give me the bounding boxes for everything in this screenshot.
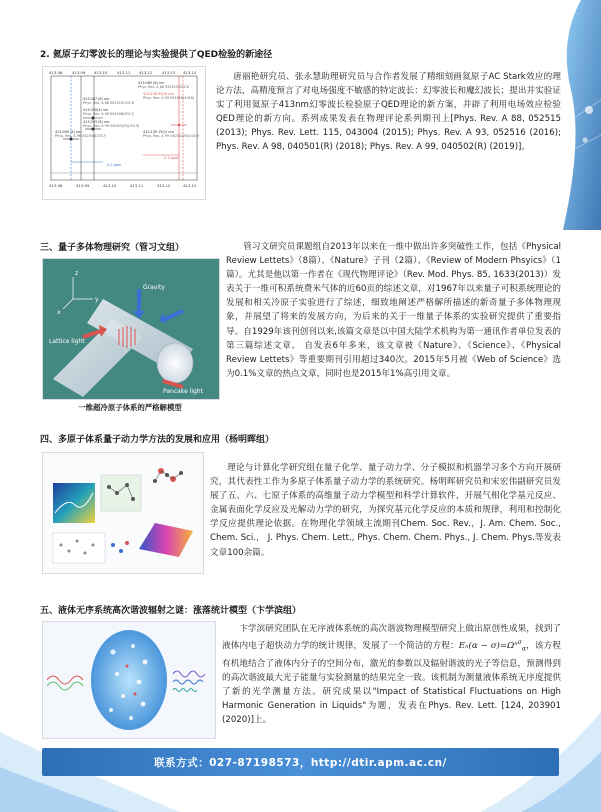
lattice-light-label: Lattice light — [49, 338, 85, 345]
contact-bar: 联系方式：027-87198573，http://dtir.apm.ac.cn/ — [42, 748, 559, 776]
cold-atom-caption: 一维超冷原子体系的严格解模型 — [78, 403, 182, 412]
ppm-label: -0.2 ppm — [106, 163, 122, 167]
x-tick-top: 413.12 — [139, 70, 153, 75]
label: 413.139 19(2) nm — [143, 130, 174, 134]
section-3-title: 三、量子多体物理研究（管习文组） — [40, 243, 185, 253]
label-ref: Phys. Rev. A 96 042508(2017) — [55, 134, 107, 138]
section-5-body-after: ，该方程有机地结合了液体内分子的空间分布，激光的参数以及辐射谐波的光子等信息，预测得到的高次谐波最大光子能量与实验测量的结果完全一致。该机制为测量液体系统无序度提供了新的光学测量方法。研究成果以"Impact of Statistical Fluctuations on High Harmonic Generation in Liquids"为题，发表在Phys. Rev. Lett. [124, 203901 (2020)]上。 — [222, 640, 561, 726]
hhg-liquid-diagram — [43, 622, 215, 738]
axis-x-label: x — [57, 309, 61, 316]
x-tick-bottom: 413.13 — [183, 183, 197, 188]
hhg-formula: Eₙ(α − σ)=Ωⁿ$^\sigma_\alpha$ — [458, 639, 526, 653]
quantum-dynamics-collage — [43, 453, 203, 573]
label-ref: Phys. Rev. A 99 052516(2016) — [143, 96, 195, 100]
x-tick-top: 413.14 — [183, 70, 197, 75]
x-tick-bottom: 413.12 — [157, 183, 171, 188]
label: 413.138 93(9) nm — [143, 92, 174, 96]
section-4-body: 理论与计算化学研究组在量子化学、量子动力学、分子模拟和机器学习多个方向开展研究，其代表性工作为多原子体系量子动力学的系统研究。杨明晖研究员和宋宏伟副研究员发展了五、六、七原子体系的高维量子动力学模型和科学计算软件，开展气相化学基元反应、金属表面化学反应及光解动力学的研究，为探究基元化学反应的本质和规律，利用和控制化学反应提供理论依据。在物理化学领域主流期刊Chem. Soc. Rev.，J. Am. Chem. Soc., Chem. Sci.， J. Phys. Chem. Lett., Phys. Chem. Chem. Phys., J. Chem. Phys.等发表文章100余篇。 — [210, 463, 561, 558]
x-tick-top: 413.11 — [117, 70, 131, 75]
axis-z-label: z — [75, 270, 79, 277]
helium-wavelength-plot — [43, 67, 205, 199]
section-4-title: 四、多原子体系量子动力学方法的发展和应用（杨明晖组） — [40, 435, 275, 445]
hhg-liquid-figure — [42, 621, 216, 739]
section-5-body-before: 卞学滨研究团队在无序液体系统的高次谐波物理模型研究上做出原创性成果，找到了液体内电子超快动力学的统计规律，发展了一个简洁的方程： — [222, 624, 561, 651]
x-tick-bottom: 413.09 — [76, 183, 90, 188]
axis-y-label: y — [95, 296, 99, 303]
quantum-dynamics-figure — [42, 452, 204, 574]
label-ref: Phys. Rev. A 99 040502(R)(2019) — [83, 124, 140, 128]
x-tick-bottom: 413.11 — [130, 183, 144, 188]
label: 413.080 (8) nm — [138, 81, 165, 85]
section-5-title: 五、液体无序系统高次谐波辐射之谜：涨落统计模型（卞学滨组） — [40, 606, 302, 616]
label-ref: Phys. Rev. A 99 040502(R)(2019) — [143, 134, 200, 138]
x-tick-top: 413.13 — [162, 70, 176, 75]
label-ref: Phys. Rev. A 88 052515(2013) — [138, 85, 190, 89]
label: 413.093 (8) nm — [83, 120, 110, 124]
ppm-label: -2.3 ppm — [163, 156, 179, 160]
x-tick-bottom: 413.10 — [103, 183, 117, 188]
section-2-title: 2. 氦原子幻零波长的理论与实验提供了QED检验的新途径 — [40, 50, 273, 60]
label-ref: Phys. Rev. A 88 052515(2013) — [83, 101, 135, 105]
x-tick-bottom: 413.08 — [49, 183, 63, 188]
label: 413.087 (8) nm — [83, 97, 110, 101]
gravity-label: Gravity — [143, 284, 165, 291]
helium-wavelength-figure — [42, 66, 206, 200]
cold-atom-diagram — [43, 259, 219, 399]
x-tick-top: 413.10 — [94, 70, 108, 75]
pancake-light-label: Pancake light — [163, 388, 203, 395]
x-tick-top: 413.09 — [72, 70, 86, 75]
label: 413.090 (4) nm — [55, 130, 82, 134]
label-ref: Phys. Rev. A 96 042508(2017) — [83, 112, 135, 116]
section-2-body: 唐丽艳研究员、张永慧助理研究员与合作者发展了精细刻画氦原子AC Stark效应的理论方法，高精度预言了对电场强度不敏感的特定波长：幻零波长和魔幻波长；提出并实验证实了利用氦原子413nm幻零波长检验原子QED理论的新方案，并辟了利用电场效应检验QED理论的新方向。系列成果发表在物理评论系列期刊上[Phys. Rev. A 88, 052515 (2013); Phys. Rev. Lett. 115, 043004 (2015); Phys. Rev. A 93, 052516 (2016); Phys. Rev. A 98, 040501(R) (2018); Phys. Rev. A 99, 040502(R) (2019)]。 — [216, 72, 561, 153]
x-tick-top: 413.08 — [49, 70, 63, 75]
label: 413.090(4) nm — [83, 108, 109, 112]
cold-atom-figure — [42, 258, 220, 400]
section-5-body — [222, 622, 561, 727]
section-3-body: 管习文研究员课题组自2013年以来在一维中做出许多突破性工作，包括《Physical Review Lettets》（8篇）、《Nature》子刊（2篇）、《Review of Modern Phsyics》（1篇）。尤其是他以第一作者在《现代物理评论》（Rev. Mod. Phys. 85, 1633(2013)）发表关于一维可积系统费米气体的近60页的综述文章，对1967年以来量子可积系统理论的发展和相关冷原子实验进行了综述，细致地阐述严格解所描述的新奇量子多体物理现象，并展望了将来的发展方向，为后来的关于一维量子体系的实验研究提供了重要指导。自1929年该刊创刊以来,该篇文章是以中国大陆学术机构为第一通讯作者单位发表的第三篇综述文章。 自发表6年多来，该文章被《Nature》、《Science》、《Physical Review Lettets》等重要期刊引用超过340次。2015年5月被《Web of Science》选为0.1%文章的热点文章，同时也是2015年1%高引用文章。 — [226, 242, 561, 379]
